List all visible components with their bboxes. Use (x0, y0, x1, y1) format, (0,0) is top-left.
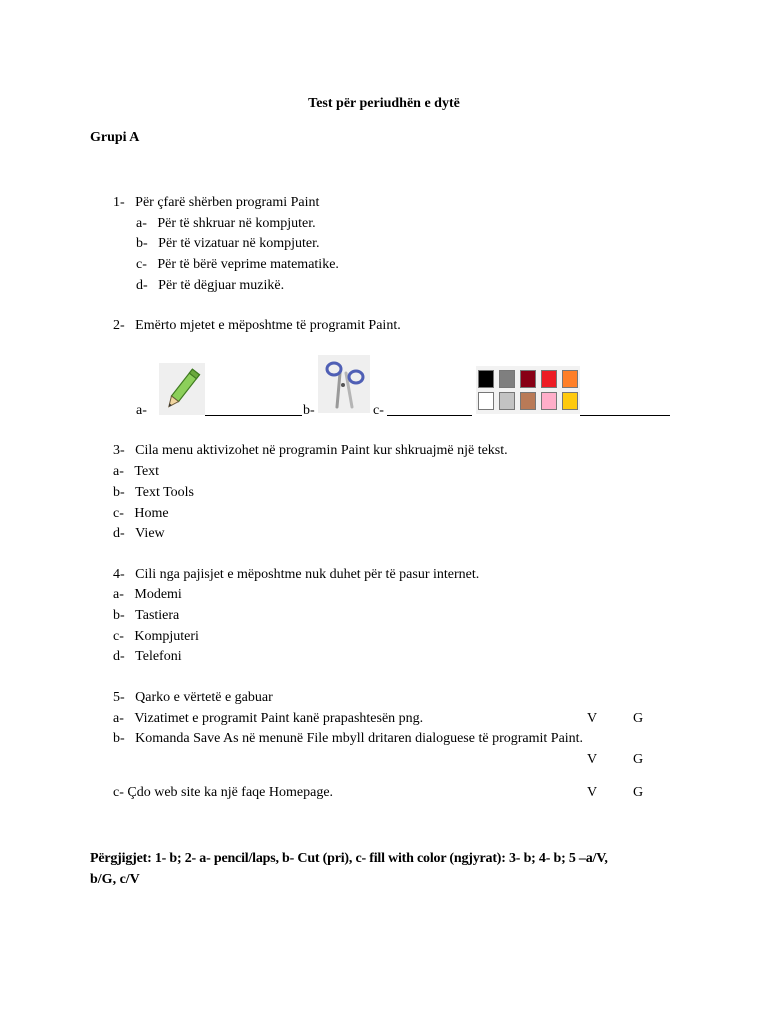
page-title: Test për periudhën e dytë (308, 96, 460, 111)
q2-answer-line-d (580, 402, 670, 421)
color-swatch (478, 392, 494, 410)
color-swatch (541, 370, 557, 388)
group-label: Grupi A (90, 130, 140, 145)
q4-option-b: b- Tastiera (113, 608, 180, 623)
pencil-icon (159, 363, 205, 415)
q3-option-d: d- View (113, 526, 165, 541)
color-swatch (478, 370, 494, 388)
answer-key-line-2: b/G, c/V (90, 872, 140, 887)
q4-option-c: c- Kompjuteri (113, 629, 199, 644)
q3-option-c: c- Home (113, 506, 169, 521)
q1-option-a: a- Për të shkruar në kompjuter. (136, 216, 316, 231)
question-1: 1- Për çfarë shërben programi Paint (113, 195, 320, 210)
q5-b-true-mark: V (587, 752, 598, 767)
q5-b-false-mark: G (633, 752, 644, 767)
color-swatch (520, 392, 536, 410)
color-swatch (499, 370, 515, 388)
q5-statement-a: a- Vizatimet e programit Paint kanë prapashtesën png. (113, 711, 424, 726)
color-swatch (499, 392, 515, 410)
q1-option-c: c- Për të bërë veprime matematike. (136, 257, 339, 272)
color-swatch (562, 370, 578, 388)
q5-a-false-mark: G (633, 711, 644, 726)
question-4: 4- Cili nga pajisjet e mëposhtme nuk duhet për të pasur internet. (113, 567, 480, 582)
q1-option-d: d- Për të dëgjuar muzikë. (136, 278, 285, 293)
q4-option-a: a- Modemi (113, 587, 182, 602)
question-2: 2- Emërto mjetet e mëposhtme të programit Paint. (113, 318, 401, 333)
question-5: 5- Qarko e vërtetë e gabuar (113, 690, 273, 705)
q5-statement-b: b- Komanda Save As në menunë File mbyll dritaren dialoguese të programit Paint. (113, 731, 584, 746)
question-3: 3- Cila menu aktivizohet në programin Paint kur shkruajmë një tekst. (113, 443, 508, 458)
q2-label-b: b- (303, 403, 315, 418)
q3-option-a: a- Text (113, 464, 160, 479)
q5-a-true-mark: V (587, 711, 598, 726)
color-swatch (541, 392, 557, 410)
q4-option-d: d- Telefoni (113, 649, 182, 664)
q5-c-true-mark: V (587, 785, 598, 800)
q2-answer-line-a (205, 402, 302, 421)
q5-statement-c: c- Çdo web site ka një faqe Homepage. (113, 785, 334, 800)
q2-label-a: a- (136, 403, 147, 418)
color-swatch (520, 370, 536, 388)
q5-c-false-mark: G (633, 785, 644, 800)
answer-key-line-1: Përgjigjet: 1- b; 2- a- pencil/laps, b- Cut (pri), c- fill with color (ngjyrat): 3- b; 4- b; 5 –a/V, (90, 851, 608, 866)
q1-option-b: b- Për të vizatuar në kompjuter. (136, 236, 320, 251)
scissors-icon (318, 355, 370, 413)
q2-answer-line-c (387, 402, 472, 421)
q2-label-c: c- (373, 403, 384, 418)
color-swatch (562, 392, 578, 410)
q3-option-b: b- Text Tools (113, 485, 194, 500)
